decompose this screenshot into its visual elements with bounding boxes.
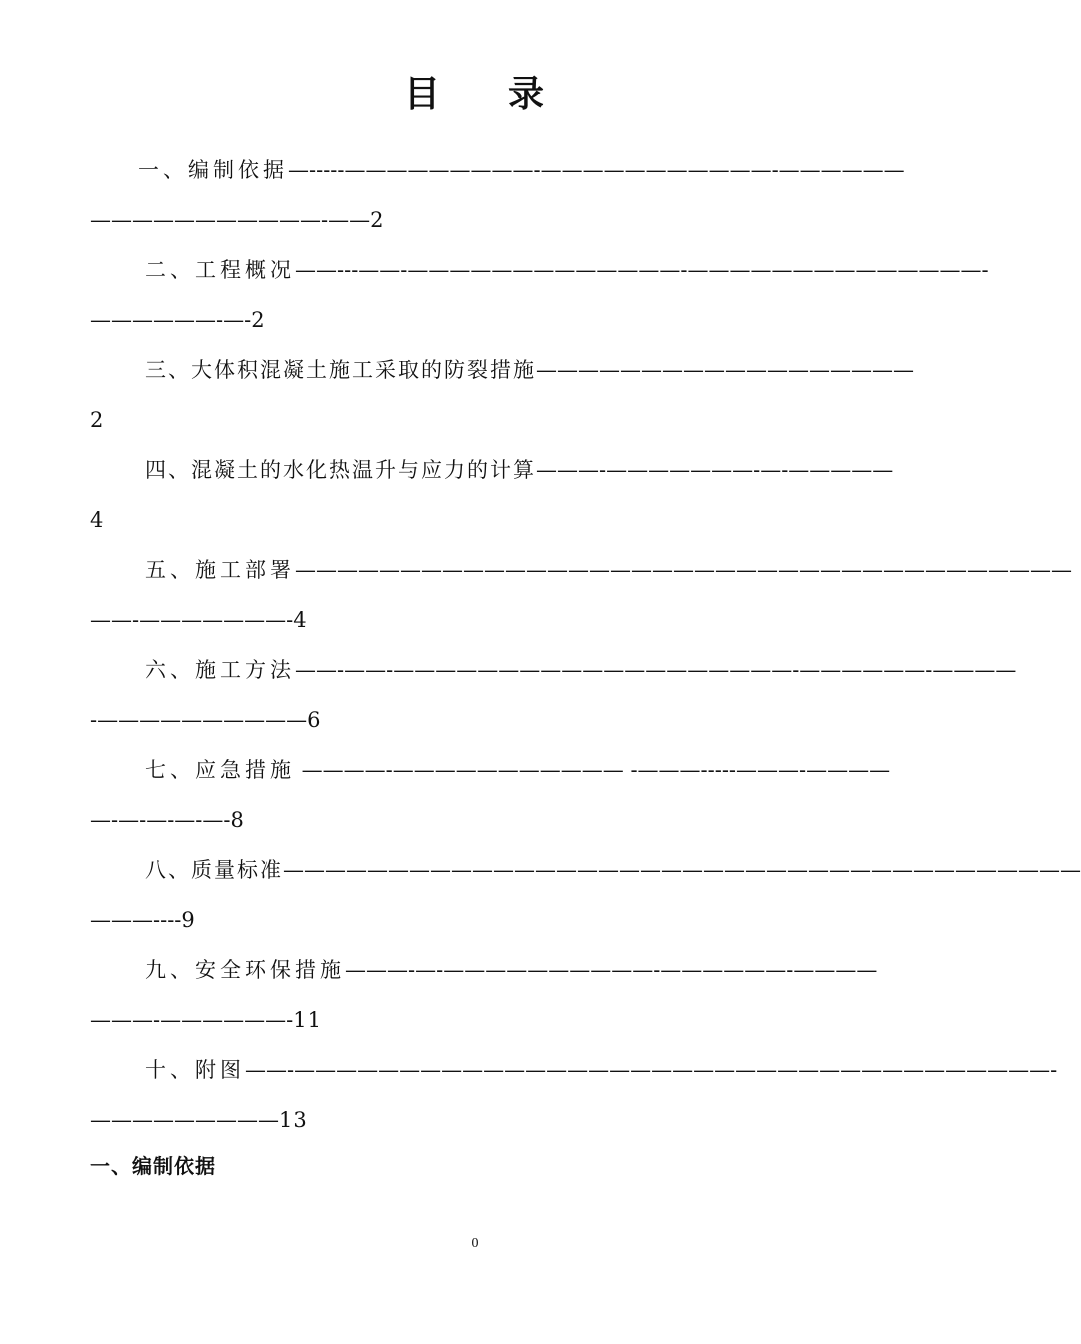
title-char-1: 目 bbox=[403, 74, 442, 115]
toc-leader: ——---——-—————————————-——————————————- bbox=[295, 258, 989, 282]
toc-leader: —-—-—-—-—- bbox=[90, 808, 231, 832]
toc-entry-10-line-1[interactable] bbox=[145, 1045, 1058, 1095]
toc-leader: ————-——————————— -———-----———-———— bbox=[295, 758, 891, 782]
toc-leader: ——-————————————————————————————————————- bbox=[245, 1058, 1058, 1082]
toc-leader: ——————-—- bbox=[90, 308, 252, 332]
toc-entry-7-line-2[interactable] bbox=[90, 795, 860, 845]
toc-entry-label: 六、施工方法 bbox=[145, 658, 295, 682]
toc-page-number: 6 bbox=[307, 708, 322, 732]
toc-entry-8-line-1[interactable] bbox=[145, 845, 1081, 895]
toc-entry-label: 二、工程概况 bbox=[145, 258, 295, 282]
toc-page-number: 13 bbox=[279, 1108, 308, 1132]
toc-leader: ———---- bbox=[90, 908, 182, 932]
toc-entry-2-line-1[interactable] bbox=[145, 245, 989, 295]
toc-entry-label: 十、附图 bbox=[145, 1058, 245, 1082]
toc-page-number: 4 bbox=[90, 508, 105, 532]
toc-entry-4-line-2[interactable] bbox=[90, 495, 860, 545]
toc-leader: ————————— bbox=[90, 1108, 279, 1132]
toc-leader: ———————————-—— bbox=[90, 208, 371, 232]
toc-page-number: 2 bbox=[251, 308, 266, 332]
section-heading: 一、编制依据 bbox=[90, 1154, 216, 1178]
toc-entry-label: 九、安全环保措施 bbox=[145, 958, 345, 982]
toc-entry-label: 四、混凝土的水化热温升与应力的计算 bbox=[145, 458, 536, 482]
toc-entry-5-line-1[interactable] bbox=[145, 545, 1072, 595]
toc-leader: ———-——————- bbox=[90, 1008, 294, 1032]
toc-entry-10-line-2[interactable] bbox=[90, 1095, 860, 1145]
toc-entry-7-line-1[interactable] bbox=[145, 745, 891, 795]
toc-entry-1-line-1[interactable] bbox=[138, 145, 905, 195]
toc-page-number: 2 bbox=[370, 208, 385, 232]
toc-page-number: 9 bbox=[181, 908, 196, 932]
toc-leader: —————————————————————————————————————— bbox=[283, 858, 1081, 882]
toc-leader: ——-——-———————————————————-——————-———— bbox=[295, 658, 1017, 682]
toc-entry-6-line-1[interactable] bbox=[145, 645, 1017, 695]
toc-page-number: 2 bbox=[90, 408, 105, 432]
toc-entry-3-line-2[interactable] bbox=[90, 395, 860, 445]
toc-entry-9-line-2[interactable] bbox=[90, 995, 860, 1045]
toc-entry-4-line-1[interactable] bbox=[145, 445, 894, 495]
toc-entry-8-line-2[interactable] bbox=[90, 895, 860, 945]
toc-entry-9-line-1[interactable] bbox=[145, 945, 878, 995]
toc-page-number: 4 bbox=[293, 608, 308, 632]
toc-leader: -—————————— bbox=[90, 708, 308, 732]
toc-leader: —-----—————————-———————————-—————— bbox=[288, 158, 905, 182]
toc-entry-2-line-2[interactable] bbox=[90, 295, 860, 345]
toc-entry-3-line-1[interactable] bbox=[145, 345, 914, 395]
toc-leader: —————————————————— bbox=[536, 358, 914, 382]
toc-page-number: 8 bbox=[230, 808, 245, 832]
toc-page-number: 11 bbox=[293, 1008, 322, 1032]
toc-leader: ————————————————————————————————————— bbox=[295, 558, 1072, 582]
toc-leader: ———-———————-—-————— bbox=[536, 458, 894, 482]
toc-entry-5-line-2[interactable] bbox=[90, 595, 860, 645]
toc-entry-label: 五、施工部署 bbox=[145, 558, 295, 582]
toc-leader: ———-—-——————————-——————-———— bbox=[345, 958, 878, 982]
toc-leader: ——-———————- bbox=[90, 608, 294, 632]
page-footer-number: 0 bbox=[471, 1236, 479, 1251]
toc-entry-label: 八、质量标准 bbox=[145, 858, 283, 882]
toc-entry-label: 一、编制依据 bbox=[138, 158, 288, 182]
title-char-2: 录 bbox=[508, 74, 547, 115]
toc-entry-label: 三、大体积混凝土施工采取的防裂措施 bbox=[145, 358, 536, 382]
page-title bbox=[0, 66, 950, 117]
toc-entry-1-line-2[interactable] bbox=[90, 195, 860, 245]
toc-entry-label: 七、应急措施 bbox=[145, 758, 295, 782]
toc-entry-6-line-2[interactable] bbox=[90, 695, 860, 745]
